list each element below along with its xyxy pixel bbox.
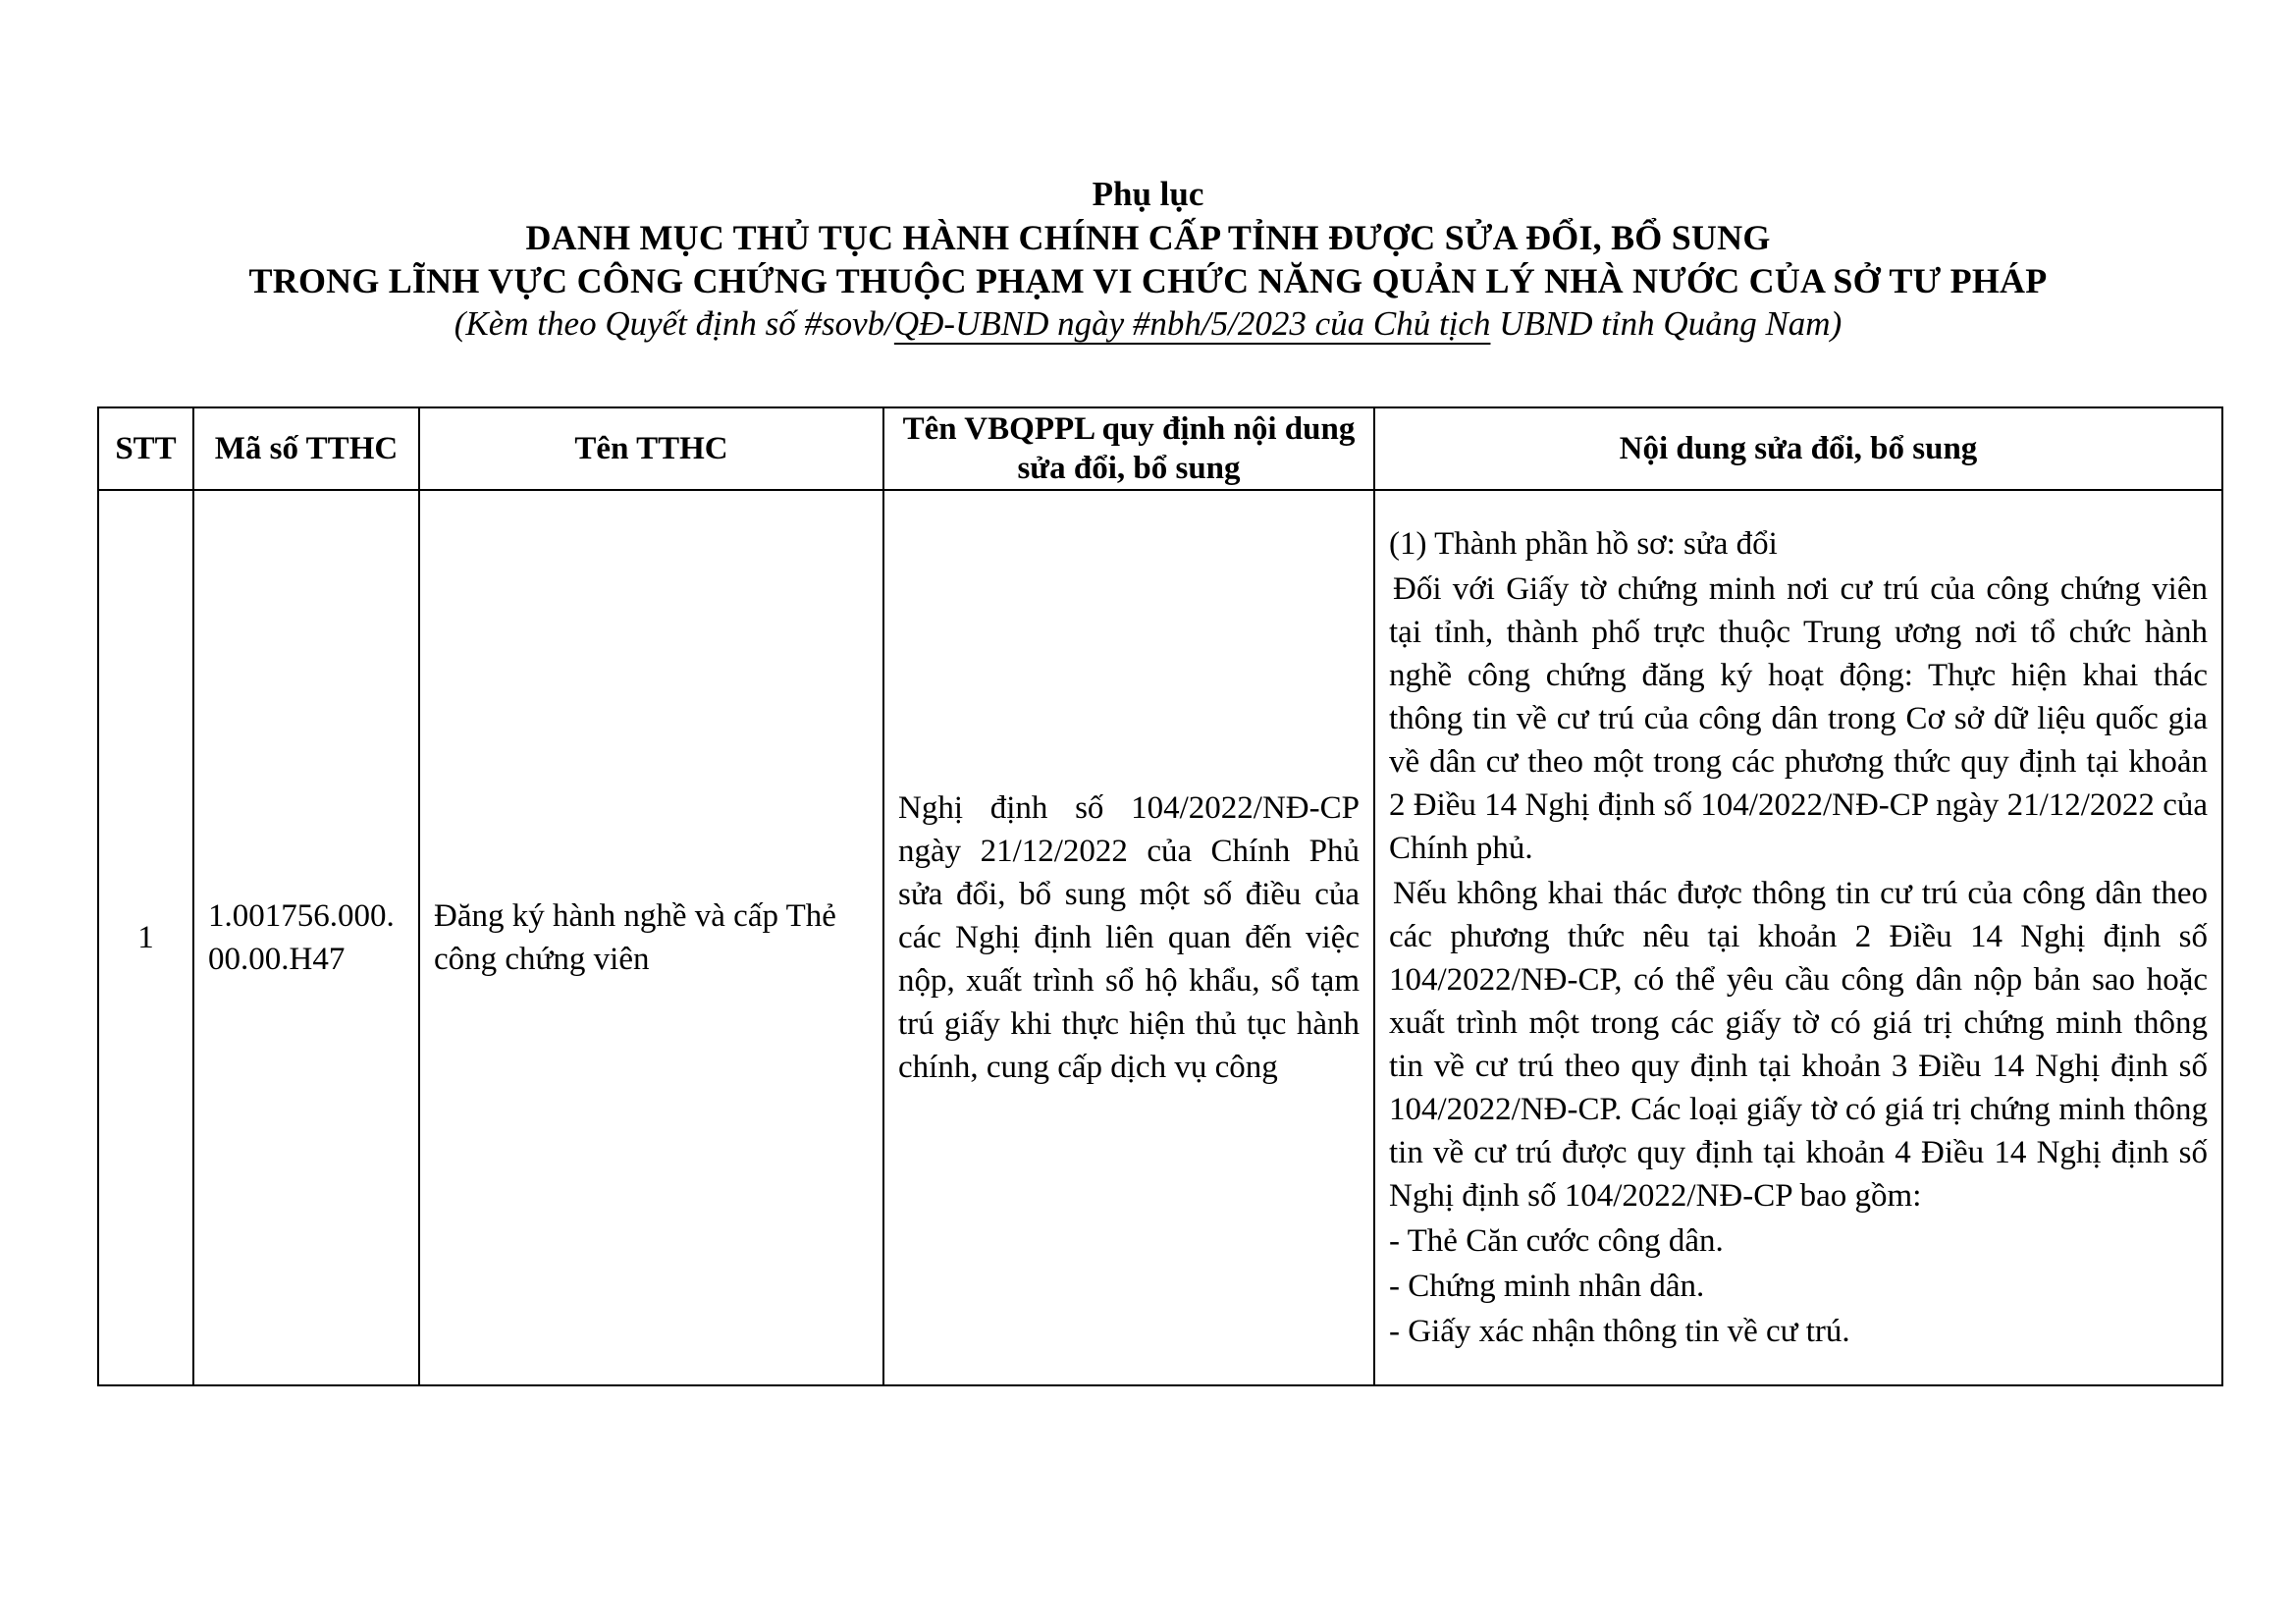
- procedures-table: [97, 406, 2223, 1386]
- decision-reference-start: (Kèm theo Quyết định số #sovb/: [454, 304, 894, 343]
- table-header-row: [98, 407, 2222, 490]
- cell-amendment-content: [1374, 490, 2222, 1385]
- cell-procedure-code: 1.001756.000.00.00.H47: [193, 490, 419, 1385]
- cell-stt: 1: [98, 490, 193, 1385]
- list-subtitle: TRONG LĨNH VỰC CÔNG CHỨNG THUỘC PHẠM VI CHỨC NĂNG QUẢN LÝ NHÀ NƯỚC CỦA SỞ TƯ PHÁP: [248, 261, 2048, 300]
- list-title: DANH MỤC THỦ TỤC HÀNH CHÍNH CẤP TỈNH ĐƯỢC SỬA ĐỔI, BỔ SUNG: [525, 218, 1771, 257]
- content-paragraph: Nếu không khai thác được thông tin cư trú của công dân theo các phương thức nêu tại khoản 2 Điều 14 Nghị định số 104/2022/NĐ-CP, có thể yêu cầu công dân nộp bản sao hoặc xuất trình một trong các giấy tờ có giá trị chứng minh thông tin về cư trú theo quy định tại khoản 3 Điều 14 Nghị định số 104/2022/NĐ-CP. Các loại giấy tờ có giá trị chứng minh thông tin về cư trú được quy định tại khoản 4 Điều 14 Nghị định số Nghị định số 104/2022/NĐ-CP bao gồm:: [1389, 876, 2208, 1214]
- column-header-code: Mã số TTHC: [193, 407, 419, 490]
- content-paragraph: Đối với Giấy tờ chứng minh nơi cư trú của công chứng viên tại tỉnh, thành phố trực thuộc Trung ương nơi tổ chức hành nghề công chứng đăng ký hoạt động: Thực hiện khai thác thông tin về cư trú của công dân trong Cơ sở dữ liệu quốc gia về dân cư theo một trong các phương thức quy định tại khoản 2 Điều 14 Nghị định số 104/2022/NĐ-CP ngày 21/12/2022 của Chính phủ.: [1389, 571, 2208, 866]
- column-header-stt: STT: [98, 407, 193, 490]
- decision-reference-end: UBND tỉnh Quảng Nam): [1490, 304, 1842, 343]
- column-header-vbqppl: [883, 407, 1374, 490]
- content-list-item: - Chứng minh nhân dân.: [1389, 1269, 1705, 1304]
- decision-reference-underlined: QĐ-UBND ngày #nbh/5/2023 của Chủ tịch: [893, 304, 1491, 343]
- column-header-content: Nội dung sửa đổi, bổ sung: [1374, 407, 2222, 490]
- cell-legal-document: Nghị định số 104/2022/NĐ-CP ngày 21/12/2022 của Chính Phủ sửa đổi, bổ sung một số điều của các Nghị định liên quan đến việc nộp, xuất trình sổ hộ khẩu, sổ tạm trú giấy khi thực hiện thủ tục hành chính, cung cấp dịch vụ công: [883, 490, 1374, 1385]
- cell-procedure-name: Đăng ký hành nghề và cấp Thẻ công chứng viên: [419, 490, 883, 1385]
- document-header: [0, 173, 2296, 346]
- column-header-vbqppl-label: Tên VBQPPL quy định nội dung sửa đổi, bổ sung: [902, 411, 1356, 486]
- content-paragraph: (1) Thành phần hồ sơ: sửa đổi: [1389, 526, 1778, 562]
- column-header-name: Tên TTHC: [419, 407, 883, 490]
- decision-reference: [0, 302, 2296, 346]
- table-row: [98, 490, 2222, 1385]
- appendix-title: Phụ lục: [1092, 175, 1204, 213]
- content-list-item: - Thẻ Căn cước công dân.: [1389, 1223, 1724, 1259]
- content-list-item: - Giấy xác nhận thông tin về cư trú.: [1389, 1314, 1850, 1349]
